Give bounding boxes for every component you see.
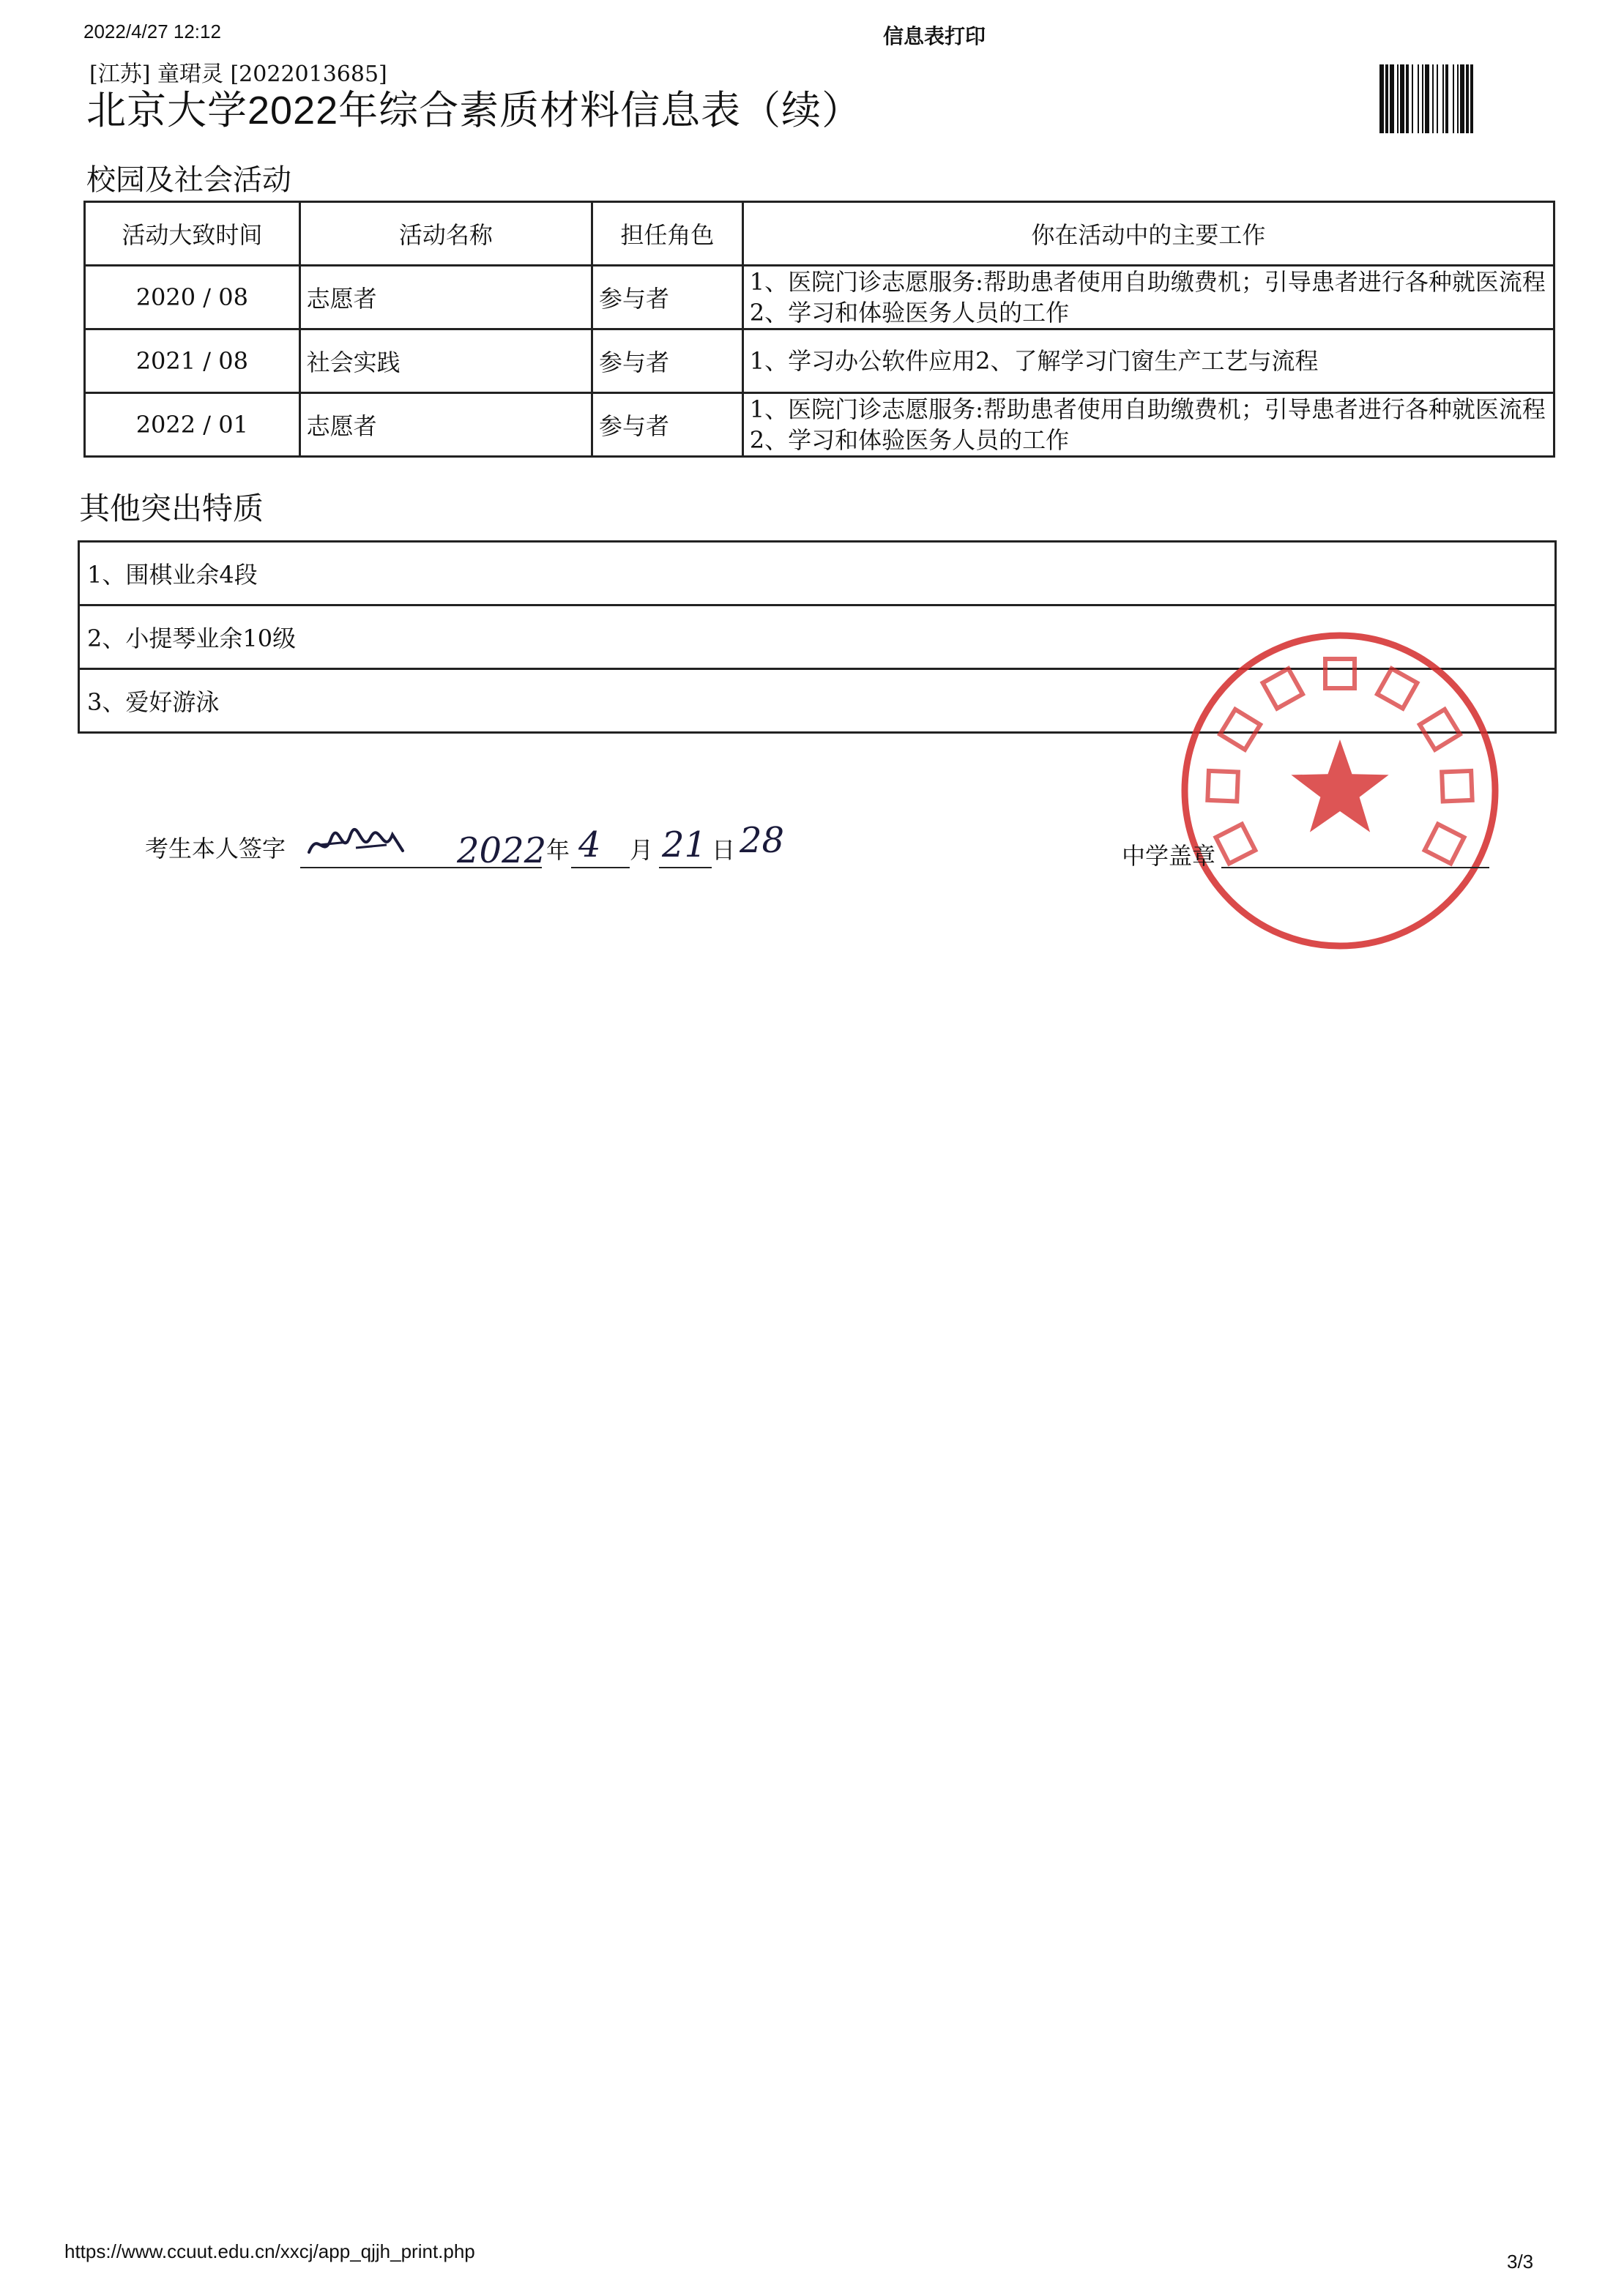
activities-section-title: 校园及社会活动	[86, 163, 291, 197]
cell-time: 2021 / 08	[85, 329, 300, 393]
cell-role: 参与者	[592, 266, 743, 329]
student-info: [江苏] 童珺灵 [2022013685]	[89, 61, 387, 87]
traits-section-title: 其他突出特质	[79, 491, 264, 526]
month-line	[571, 867, 630, 868]
handwritten-signature	[305, 823, 407, 867]
barcode-icon	[1378, 64, 1542, 133]
table-row	[85, 393, 1554, 457]
table-header-row	[85, 202, 1554, 266]
day-line	[659, 867, 712, 868]
column-header-work: 你在活动中的主要工作	[742, 202, 1554, 266]
school-seal-icon	[1172, 622, 1508, 959]
cell-time: 2022 / 01	[85, 393, 300, 457]
activities-table	[83, 201, 1555, 458]
trait-text: 2、小提琴业余10级	[79, 605, 1556, 669]
table-row	[85, 329, 1554, 393]
list-item	[79, 542, 1556, 605]
cell-name: 社会实践	[299, 329, 592, 393]
stamp-line	[1221, 867, 1489, 868]
signature-day: 21	[662, 824, 707, 865]
cell-work: 1、医院门诊志愿服务:帮助患者使用自助缴费机；引导患者进行各种就医流程2、学习和体验医务人员的工作	[742, 393, 1554, 457]
signature-day-correction: 28	[740, 820, 785, 861]
column-header-role: 担任角色	[592, 202, 743, 266]
day-label: 日	[712, 836, 736, 864]
print-title: 信息表打印	[883, 25, 986, 48]
cell-time: 2020 / 08	[85, 266, 300, 329]
cell-work: 1、学习办公软件应用2、了解学习门窗生产工艺与流程	[742, 329, 1554, 393]
column-header-name: 活动名称	[299, 202, 592, 266]
trait-text: 3、爱好游泳	[79, 669, 1556, 733]
print-timestamp: 2022/4/27 12:12	[83, 20, 221, 42]
signature-label: 考生本人签字	[145, 835, 286, 862]
cell-work: 1、医院门诊志愿服务:帮助患者使用自助缴费机；引导患者进行各种就医流程2、学习和体验医务人员的工作	[742, 266, 1554, 329]
cell-name: 志愿者	[299, 393, 592, 457]
footer-url: https://www.ccuut.edu.cn/xxcj/app_qjjh_print.php	[64, 2240, 475, 2262]
document-title: 北京大学2022年综合素质材料信息表（续）	[86, 89, 863, 133]
year-label: 年	[546, 836, 570, 864]
month-label: 月	[630, 836, 654, 864]
trait-text: 1、围棋业余4段	[79, 542, 1556, 605]
cell-role: 参与者	[592, 329, 743, 393]
signature-month: 4	[578, 824, 601, 865]
column-header-time: 活动大致时间	[85, 202, 300, 266]
table-row	[85, 266, 1554, 329]
signature-year: 2022	[457, 830, 547, 871]
cell-role: 参与者	[592, 393, 743, 457]
cell-name: 志愿者	[299, 266, 592, 329]
page-number: 3/3	[1507, 2251, 1534, 2273]
stamp-label: 中学盖章	[1122, 842, 1216, 870]
